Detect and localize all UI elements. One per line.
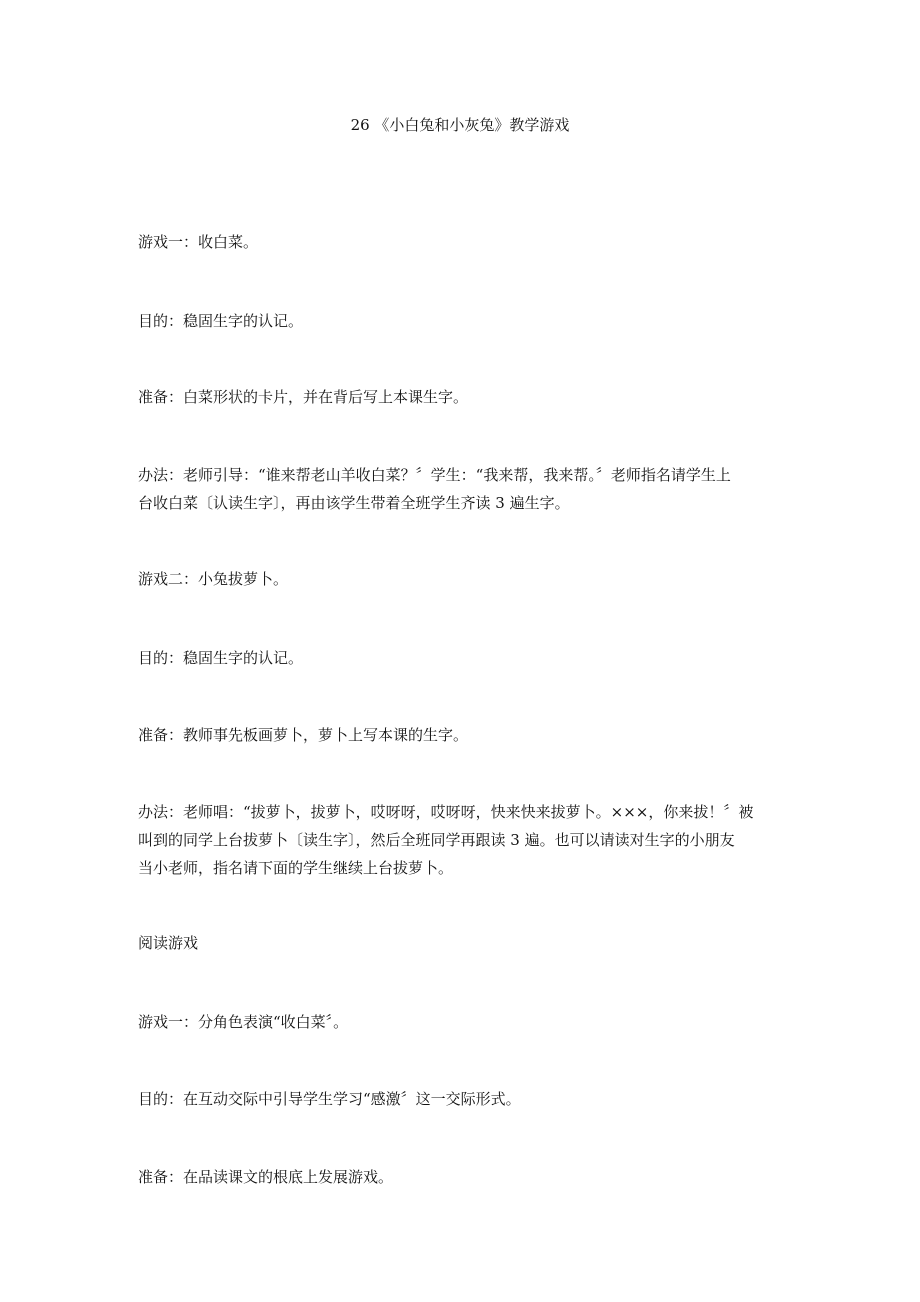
- section-heading-reading-games: [138, 929, 784, 957]
- paragraph-preparation: [138, 1163, 784, 1191]
- paragraph-line: 准备：白菜形状的卡片，并在背后写上本课生字。: [138, 388, 469, 406]
- paragraph-line: 目的：在互动交际中引导学生学习“感激〞这一交际形式。: [138, 1090, 521, 1108]
- paragraph-line: 目的：稳固生字的认记。: [138, 649, 304, 667]
- document-title: 26 《小白兔和小灰兔》教学游戏: [350, 116, 570, 134]
- paragraph-line: 叫到的同学上台拔萝卜〔读生字〕，然后全班同学再跟读 3 遍。也可以请读对生字的小朋友: [138, 831, 735, 849]
- paragraph-game-two-heading: [138, 565, 784, 593]
- paragraph-line: 阅读游戏: [138, 934, 199, 952]
- paragraph-line: 游戏二：小兔拔萝卜。: [138, 570, 289, 588]
- paragraph-game-one-heading: [138, 1008, 784, 1036]
- paragraph-purpose: [138, 307, 784, 335]
- paragraph-preparation: [138, 383, 784, 411]
- paragraph-line: 准备：教师事先板画萝卜，萝卜上写本课的生字。: [138, 726, 469, 744]
- paragraph-method: [138, 798, 784, 882]
- paragraph-line: 办法：老师唱：“拔萝卜，拔萝卜，哎呀呀，哎呀呀，快来快来拔萝卜。×××，你来拔！〞被: [138, 803, 754, 821]
- paragraph-game-one-heading: [138, 228, 784, 256]
- paragraph-line: 游戏一：分角色表演“收白菜〞。: [138, 1013, 349, 1031]
- paragraph-purpose: [138, 644, 784, 672]
- paragraph-preparation: [138, 721, 784, 749]
- paragraph-line: 台收白菜〔认读生字〕，再由该学生带着全班学生齐读 3 遍生字。: [138, 494, 570, 512]
- paragraph-purpose: [138, 1085, 784, 1113]
- paragraph-line: 游戏一：收白菜。: [138, 233, 259, 251]
- paragraph-line: 准备：在品读课文的根底上发展游戏。: [138, 1168, 394, 1186]
- paragraph-line: 当小老师，指名请下面的学生继续上台拔萝卜。: [138, 859, 454, 877]
- paragraph-line: 办法：老师引导：“谁来帮老山羊收白菜？〞学生：“我来帮，我来帮。〞老师指名请学生上: [138, 466, 731, 484]
- paragraph-method: [138, 461, 784, 517]
- paragraph-line: 目的：稳固生字的认记。: [138, 312, 304, 330]
